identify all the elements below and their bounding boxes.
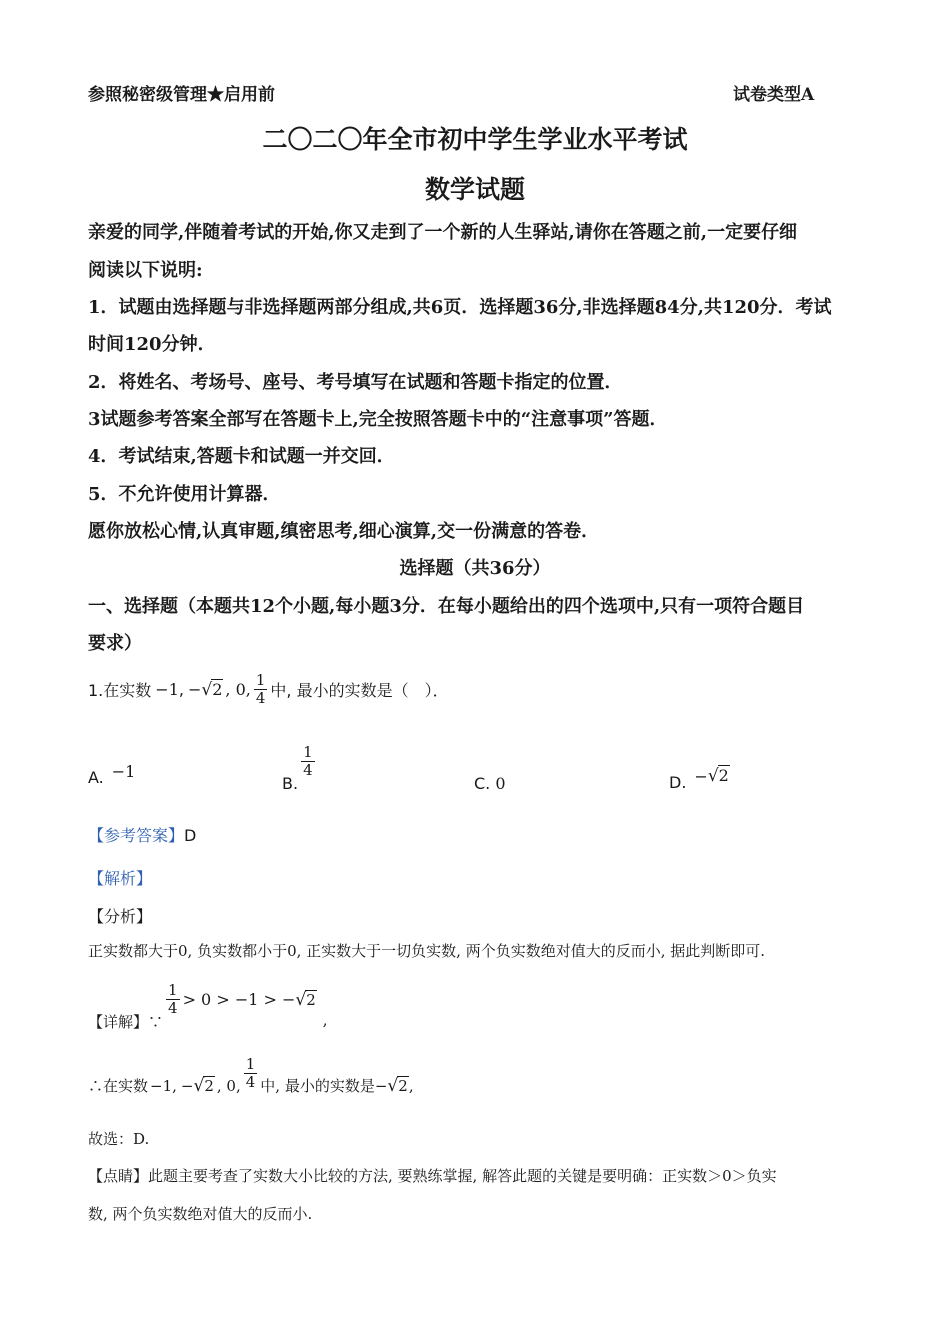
analysis-label: 【解析】 [88,869,153,888]
therefore-sqrt: √2 [193,1075,214,1096]
comment-line-2: 数, 两个负实数绝对值大的反而小. [88,1205,313,1223]
option-d [669,766,730,792]
detail-frac-den: 4 [168,999,178,1018]
option-a [88,762,136,787]
therefore-ans-neg: − [374,1076,388,1095]
detail-sqrt: √2 [295,989,316,1010]
wish-line: 愿你放松心情,认真审题,缜密思考,细心演算,交一份满意的答卷． [88,521,600,542]
option-b-label: B. [282,774,299,794]
q1-suffix: 中, 最小的实数是（ ）． [270,681,449,701]
q1-prefix: 1.在实数 [88,681,152,701]
therefore-ans-sqrt: √2 [387,1075,408,1096]
detail-frac-num: 1 [168,981,178,999]
rule-1-line-2: 时间120分钟． [88,334,216,355]
option-c [474,774,506,793]
detail-end: , [322,1010,328,1029]
therefore-zero: , 0, [216,1076,241,1095]
detail-line [88,981,328,1032]
option-b-den: 4 [303,761,313,780]
q1-fraction [254,672,268,708]
q1-sep: , [178,680,184,700]
q1-sqrt: √2 [201,679,223,700]
option-a-label: A. [88,768,104,787]
option-c-value: 0 [495,774,506,793]
intro-line-2: 阅读以下说明: [88,260,203,281]
therefore-radicand: 2 [204,1076,214,1095]
exam-title: 二〇二〇年全市初中学生学业水平考试 [262,125,688,154]
q1-neg: − [187,680,202,700]
comment-text-1: 此题主要考查了实数大小比较的方法, 要熟练掌握, 解答此题的关键是要明确：正实数＞0＞负实 [148,1167,777,1185]
therefore-sep: , [172,1076,177,1095]
choose-line: 故选：D. [88,1130,150,1148]
q1-frac-num: 1 [255,671,266,689]
option-c-label: C. [474,774,491,793]
option-d-radicand: 2 [718,766,729,785]
section-desc-2: 要求） [88,633,142,654]
option-d-sqrt: √2 [707,766,729,786]
comment-label: 【点睛】 [88,1167,149,1185]
rule-1-line-1: 1．试题由选择题与非选择题两部分组成,共6页．选择题36分,非选择题84分,共120分．考试 [88,297,832,318]
q1-radicand: 2 [212,679,223,699]
header-secret-label: 参照秘密级管理★启用前 [88,85,275,105]
q1-zero: , 0, [225,680,251,700]
exam-subtitle: 数学试题 [424,175,525,204]
detail-fraction [166,982,180,1018]
therefore-end: , [408,1076,414,1095]
therefore-neg: − [180,1076,194,1095]
detail-expr: > 0 > −1 > − [182,990,296,1010]
q1-neg-one: −1 [155,680,179,700]
therefore-fraction [244,1056,258,1092]
therefore-frac-den: 4 [245,1073,256,1092]
comment-line-1 [88,1165,777,1186]
reference-answer [88,823,196,846]
therefore-neg-one: −1 [150,1076,173,1095]
therefore-prefix: ∴在实数 [88,1077,149,1096]
ref-answer-value: D [184,826,197,845]
header-paper-type: 试卷类型A [733,85,815,105]
detail-label: 【详解】∵ [88,1013,164,1032]
option-a-value: −1 [111,762,136,781]
option-d-label: D. [669,772,687,792]
section-desc-1: 一、选择题（本题共12个小题,每小题3分．在每小题给出的四个选项中,只有一项符合题目 [88,596,805,617]
fenxi-text: 正实数都大于0, 负实数都小于0, 正实数大于一切负实数, 两个负实数绝对值大的反而小, 据此判断即可. [88,942,766,960]
therefore-ans-radicand: 2 [398,1076,408,1095]
rule-2: 2．将姓名、考场号、座号、考号填写在试题和答题卡指定的位置． [88,372,623,393]
option-b-num: 1 [303,743,313,761]
therefore-line [88,1055,414,1096]
rule-4: 4．考试结束,答题卡和试题一并交回． [88,446,395,467]
option-b [282,743,318,794]
detail-radicand: 2 [306,990,316,1009]
therefore-suffix: 中, 最小的实数是 [260,1077,375,1096]
option-d-neg: − [694,766,708,786]
fenxi-label: 【分析】 [88,907,153,926]
rule-5: 5．不允许使用计算器． [88,484,281,505]
intro-line-1: 亲爱的同学,伴随着考试的开始,你又走到了一个新的人生驿站,请你在答题之前,一定要仔细 [88,222,798,243]
therefore-frac-num: 1 [245,1055,256,1073]
q1-frac-den: 4 [255,689,266,708]
question-1-stem [88,672,449,708]
option-b-fraction [301,744,315,780]
ref-answer-label: 【参考答案】 [88,826,185,845]
section-heading: 选择题（共36分） [399,558,551,579]
rule-3: 3试题参考答案全部写在答题卡上,完全按照答题卡中的“注意事项”答题． [88,409,668,430]
